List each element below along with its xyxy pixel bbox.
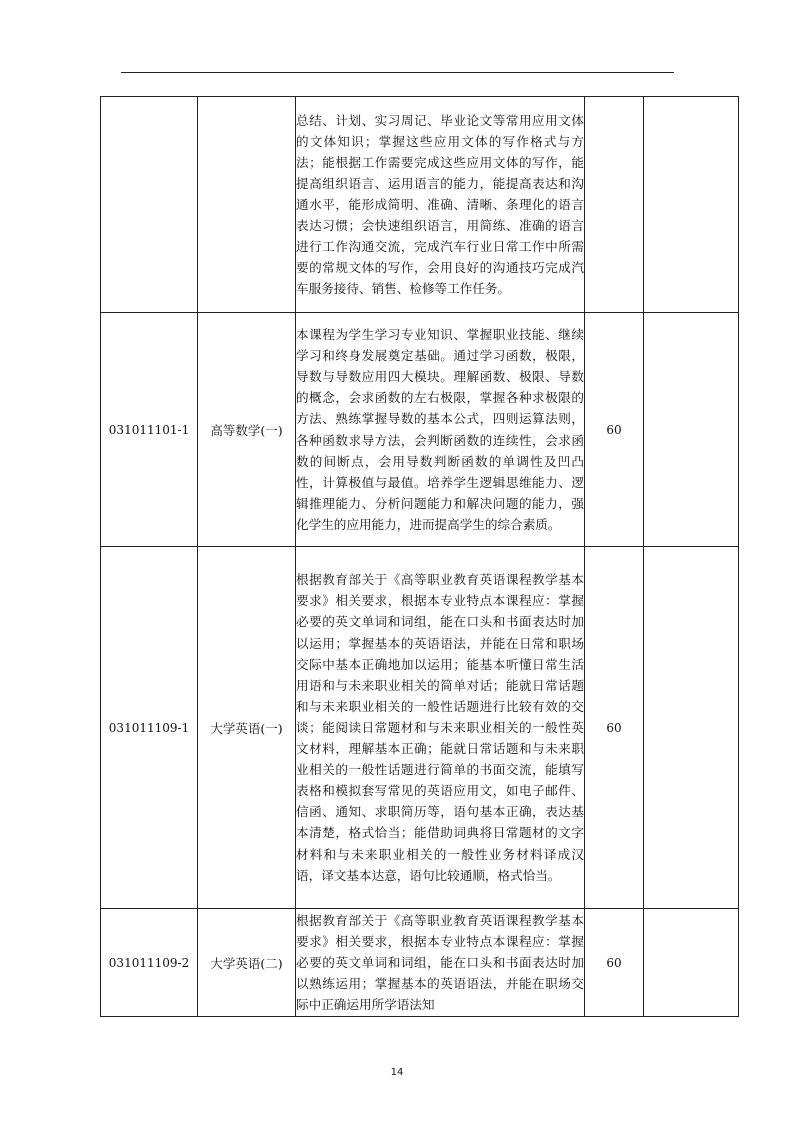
course-hours bbox=[585, 97, 644, 313]
course-code bbox=[101, 97, 198, 313]
header-rule bbox=[121, 72, 674, 73]
table-row bbox=[101, 313, 739, 547]
course-description: 总结、计划、实习周记、毕业论文等常用应用文体的文体知识；掌握这些应用文体的写作格式与方法；能根据工作需要完成这些应用文体的写作，能提高组织语言、运用语言的能力，能提高表达和沟通水平，能形成简明、准确、清晰、条理化的语言表达习惯；会快速组织语言，用简练、准确的语言进行工作沟通交流，完成汽车行业日常工作中所需要的常规文体的写作，会用良好的沟通技巧完成汽车服务接待、销售、检修等工作任务。 bbox=[296, 97, 585, 313]
course-code: 031011101-1 bbox=[101, 313, 198, 547]
course-notes bbox=[644, 909, 739, 1017]
course-description: 根据教育部关于《高等职业教育英语课程教学基本要求》相关要求，根据本专业特点本课程应：掌握必要的英文单词和词组，能在口头和书面表达时加以熟练运用；掌握基本的英语语法，并能在职场交际中正确运用所学语法知 bbox=[296, 909, 585, 1017]
course-name: 高等数学(一) bbox=[198, 313, 296, 547]
course-notes bbox=[644, 97, 739, 313]
course-name: 大学英语(二) bbox=[198, 909, 296, 1017]
course-code: 031011109-1 bbox=[101, 547, 198, 909]
table-row bbox=[101, 547, 739, 909]
course-notes bbox=[644, 313, 739, 547]
course-hours: 60 bbox=[585, 547, 644, 909]
table-row bbox=[101, 909, 739, 1017]
course-table bbox=[100, 96, 739, 1017]
course-description: 根据教育部关于《高等职业教育英语课程教学基本要求》相关要求，根据本专业特点本课程应：掌握必要的英文单词和词组，能在口头和书面表达时加以运用；掌握基本的英语语法，并能在日常和职场交际中基本正确地加以运用；能基本听懂日常生活用语和与未来职业相关的简单对话；能就日常话题和与未来职业相关的一般性话题进行比较有效的交谈；能阅读日常题材和与未来职业相关的一般性英文材料，理解基本正确；能就日常话题和与未来职业相关的一般性话题进行简单的书面交流，能填写表格和模拟套写常见的英语应用文，如电子邮件、信函、通知、求职简历等，语句基本正确，表达基本清楚，格式恰当；能借助词典将日常题材的文字材料和与未来职业相关的一般性业务材料译成汉语，译文基本达意，语句比较通顺，格式恰当。 bbox=[296, 547, 585, 909]
course-description: 本课程为学生学习专业知识、掌握职业技能、继续学习和终身发展奠定基础。通过学习函数，极限，导数与导数应用四大模块。理解函数、极限、导数的概念，会求函数的左右极限，掌握各种求极限的方法、熟练掌握导数的基本公式，四则运算法则，各种函数求导方法，会判断函数的连续性，会求函数的间断点，会用导数判断函数的单调性及凹凸性，计算极值与最值。培养学生逻辑思维能力、逻辑推理能力、分析问题能力和解决问题的能力，强化学生的应用能力，进而提高学生的综合素质。 bbox=[296, 313, 585, 547]
course-name bbox=[198, 97, 296, 313]
course-hours: 60 bbox=[585, 313, 644, 547]
table-row bbox=[101, 97, 739, 313]
course-notes bbox=[644, 547, 739, 909]
course-name: 大学英语(一) bbox=[198, 547, 296, 909]
course-code: 031011109-2 bbox=[101, 909, 198, 1017]
page-number: 14 bbox=[390, 1067, 404, 1078]
course-hours: 60 bbox=[585, 909, 644, 1017]
